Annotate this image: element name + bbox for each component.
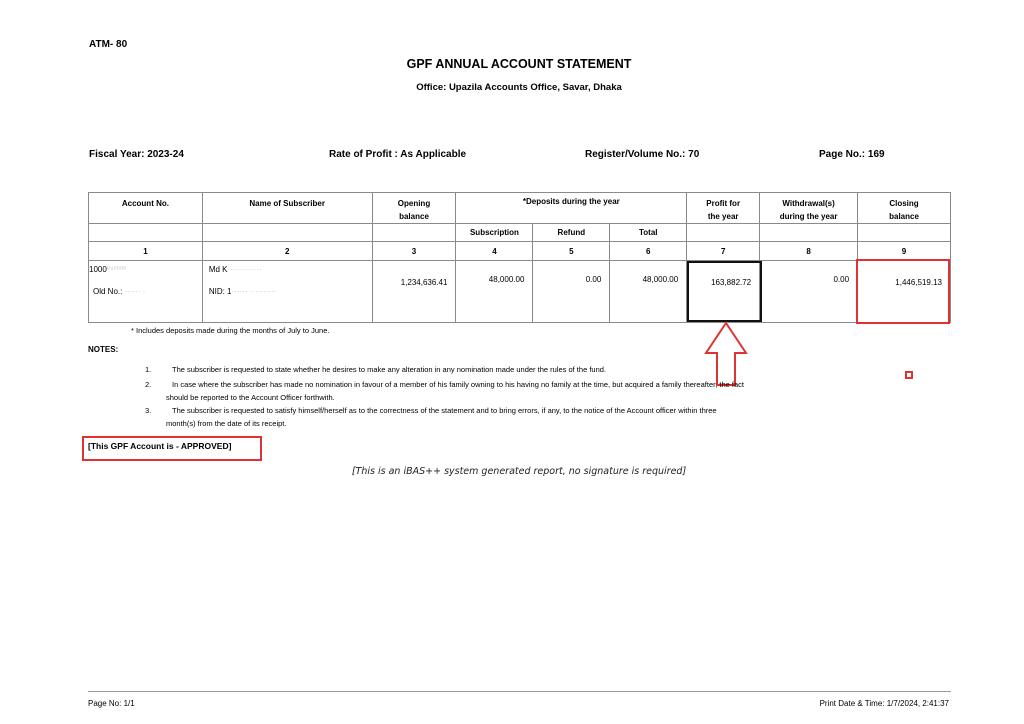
footer-divider [88, 691, 951, 692]
header-withdrawal: Withdrawal(s) during the year [760, 193, 858, 224]
redacted-text: ······ ·········· [231, 287, 277, 296]
column-number: 5 [533, 242, 610, 261]
header-closing-balance: Closing balance [858, 193, 951, 224]
register-volume: Register/Volume No.: 70 [585, 149, 700, 160]
redacted-text: ······ · [122, 287, 146, 296]
header-profit: Profit for the year [687, 193, 760, 224]
deposits-footnote: * Includes deposits made during the months of July to June. [131, 326, 330, 335]
column-number: 3 [372, 242, 456, 261]
small-marker-box [905, 371, 913, 379]
header-total: Total [610, 224, 687, 242]
total-value: 48,000.00 [610, 261, 687, 323]
column-number: 1 [89, 242, 203, 261]
note-text-continued: should be reported to the Account Officer forthwith. [166, 393, 335, 402]
notes-heading: NOTES: [88, 345, 119, 354]
account-number-cell [89, 261, 203, 323]
form-code: ATM- 80 [89, 39, 128, 50]
note-text: The subscriber is requested to state whether he desires to make any alteration in any nomination made under the rules of the fund. [172, 365, 607, 374]
old-account-number: Old No.: [93, 287, 123, 296]
header-opening-balance: Opening balance [372, 193, 456, 224]
redacted-text: ············ [227, 265, 262, 274]
footer-print-datetime: Print Date & Time: 1/7/2024, 2:41:37 [819, 699, 949, 708]
redacted-text: ⁰⁴⁰⁰⁰⁰ [106, 265, 127, 274]
table-row [89, 261, 951, 323]
subscription-value: 48,000.00 [456, 261, 533, 323]
account-number: 1000 [89, 265, 107, 274]
approval-status: [This GPF Account is - APPROVED] [88, 441, 232, 451]
header-subscription: Subscription [456, 224, 533, 242]
rate-of-profit: Rate of Profit : As Applicable [329, 149, 467, 160]
column-number: 7 [687, 242, 760, 261]
closing-balance-value: 1,446,519.13 [858, 261, 951, 323]
table-subheader-row [89, 224, 951, 242]
note-number: 2. [145, 380, 152, 389]
note-number: 3. [145, 406, 152, 415]
header-refund: Refund [533, 224, 610, 242]
table-header-row [89, 193, 951, 224]
profit-value: 163,882.72 [687, 261, 760, 323]
column-number: 4 [456, 242, 533, 261]
note-text-continued: month(s) from the date of its receipt. [166, 419, 287, 428]
subscriber-nid: NID: 1 [208, 287, 232, 296]
refund-value: 0.00 [533, 261, 610, 323]
note-text: The subscriber is requested to satisfy himself/herself as to the correctness of the statement and to bring errors, if any, to the notice of the Account officer within three [172, 406, 717, 415]
subscriber-name: Md K [208, 265, 228, 274]
page-number: Page No.: 169 [819, 149, 885, 160]
system-generated-note: [This is an iBAS++ system generated report, no signature is required] [351, 466, 687, 477]
column-number: 6 [610, 242, 687, 261]
profit-highlight-box [687, 261, 762, 322]
column-number-row [89, 242, 951, 261]
withdrawal-value: 0.00 [760, 261, 858, 323]
office-name: Office: Upazila Accounts Office, Savar, Dhaka [416, 82, 622, 93]
header-subscriber: Name of Subscriber [202, 193, 372, 224]
opening-balance-value: 1,234,636.41 [372, 261, 456, 323]
fiscal-year: Fiscal Year: 2023-24 [89, 149, 184, 160]
header-deposits: *Deposits during the year [456, 193, 687, 224]
up-arrow-icon [704, 321, 748, 387]
footer-page-number: Page No: 1/1 [88, 699, 135, 708]
column-number: 2 [202, 242, 372, 261]
note-text: In case where the subscriber has made no nomination in favour of a member of his family owning to his having no family at the time, but acquired a family thereafter, the fact [172, 380, 744, 389]
column-number: 9 [858, 242, 951, 261]
note-number: 1. [145, 365, 152, 374]
document-title: GPF ANNUAL ACCOUNT STATEMENT [406, 57, 632, 71]
column-number: 8 [760, 242, 858, 261]
closing-balance-highlight-box [856, 259, 950, 324]
account-statement-table [88, 192, 951, 323]
subscriber-cell [202, 261, 372, 323]
header-account-no: Account No. [89, 193, 203, 224]
